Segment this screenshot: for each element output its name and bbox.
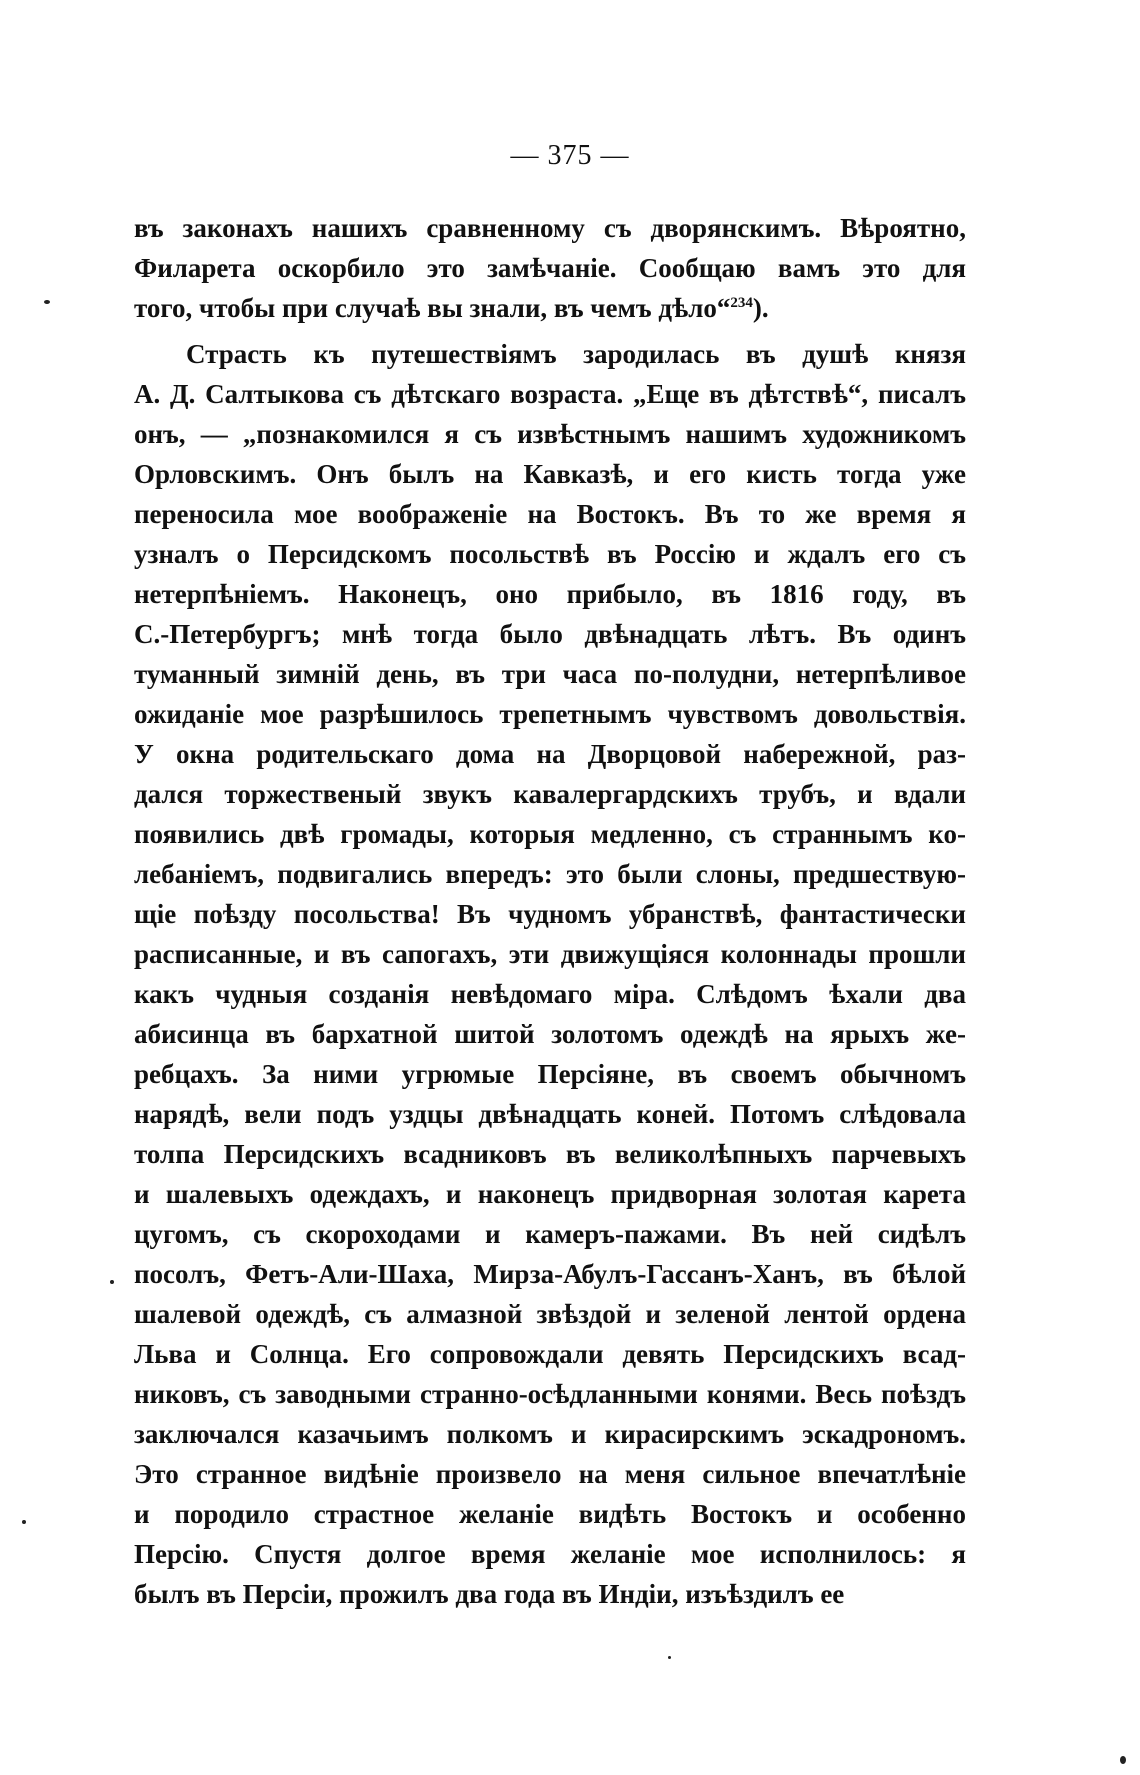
paragraph-2 [134,334,966,1614]
text-line: лебаніемъ, подвигались впередъ: это были слоны, предшествую- [134,859,966,889]
scan-speck [1120,1756,1126,1764]
text-line: туманный зимній день, въ три часа по-полудни, нетерпѣливое [134,659,966,689]
text-line: появились двѣ громады, которыя медленно, съ страннымъ ко- [134,819,966,849]
scan-speck [22,1520,26,1524]
page-body [134,208,966,1614]
text-line: и шалевыхъ одеждахъ, и наконецъ придворная золотая карета [134,1179,966,1209]
text-line: С.-Петербургъ; мнѣ тогда было двѣнадцать лѣтъ. Въ одинъ [134,619,966,649]
text-line: узналъ о Персидскомъ посольствѣ въ Россію и ждалъ его съ [134,539,966,569]
scan-speck [110,1280,114,1284]
text-line-end: ). [752,293,769,323]
footnote-marker: 234 [730,295,753,311]
scan-speck [44,300,50,304]
text-line: расписанные, и въ сапогахъ, эти движущіяся колоннады прошли [134,939,966,969]
text-line: переносила мое воображеніе на Востокъ. Въ то же время я [134,499,966,529]
text-line: былъ въ Персіи, прожилъ два года въ Индіи, изъѣздилъ ее [134,1579,845,1609]
text-line: Филарета оскорбило это замѣчаніе. Сообщаю вамъ это для [134,253,966,283]
text-line: Льва и Солнца. Его сопровождали девять Персидскихъ всад- [134,1339,966,1369]
text-line: Это странное видѣніе произвело на меня сильное впечатлѣніе [134,1459,966,1489]
text-line: ребцахъ. За ними угрюмые Персіяне, въ своемъ обычномъ [134,1059,966,1089]
text-line: А. Д. Салтыкова съ дѣтскаго возраста. „Еще въ дѣтствѣ“, писалъ [134,379,966,409]
text-line: абисинца въ бархатной шитой золотомъ одеждѣ на ярыхъ же- [134,1019,966,1049]
text-line: цугомъ, съ скороходами и камеръ-пажами. Въ ней сидѣлъ [134,1219,966,1249]
text-line: въ законахъ нашихъ сравненному съ дворянскимъ. Вѣроятно, [134,213,966,243]
text-line: Персію. Спустя долгое время желаніе мое исполнилось: я [134,1539,966,1569]
text-line: Страсть къ путешествіямъ зародилась въ душѣ князя [186,339,966,369]
paragraph-1 [134,208,966,328]
text-line: У окна родительскаго дома на Дворцовой набережной, раз- [134,739,966,769]
text-line: онъ, — „познакомился я съ извѣстнымъ нашимъ художникомъ [134,419,966,449]
text-line: толпа Персидскихъ всадниковъ въ великолѣпныхъ парчевыхъ [134,1139,966,1169]
text-line-body: того, чтобы при случаѣ вы знали, въ чемъ дѣло“ [134,293,731,323]
text-line: заключался казачьимъ полкомъ и кирасирскимъ эскадрономъ. [134,1419,966,1449]
text-line [134,288,966,328]
text-line: нарядѣ, вели подъ уздцы двѣнадцать коней. Потомъ слѣдовала [134,1099,966,1129]
page-number: — 375 — [510,140,630,171]
text-line: никовъ, съ заводными странно-осѣдланными конями. Весь поѣздъ [134,1379,966,1409]
text-line: и породило страстное желаніе видѣть Востокъ и особенно [134,1499,966,1529]
text-line: щіе поѣзду посольства! Въ чудномъ убранствѣ, фантастически [134,899,966,929]
text-line: дался торжественый звукъ кавалергардскихъ трубъ, и вдали [134,779,966,809]
scan-speck [668,1656,671,1659]
text-line: Орловскимъ. Онъ былъ на Кавказѣ, и его кисть тогда уже [134,459,966,489]
text-line: ожиданіе мое разрѣшилось трепетнымъ чувствомъ довольствія. [134,699,966,729]
text-line: шалевой одеждѣ, съ алмазной звѣздой и зеленой лентой ордена [134,1299,966,1329]
text-line: посолъ, Фетъ-Али-Шаха, Мирза-Абулъ-Гассанъ-Ханъ, въ бѣлой [134,1259,966,1289]
text-line: нетерпѣніемъ. Наконецъ, оно прибыло, въ 1816 году, въ [134,579,966,609]
text-line: какъ чудныя созданія невѣдомаго міра. Слѣдомъ ѣхали два [134,979,966,1009]
